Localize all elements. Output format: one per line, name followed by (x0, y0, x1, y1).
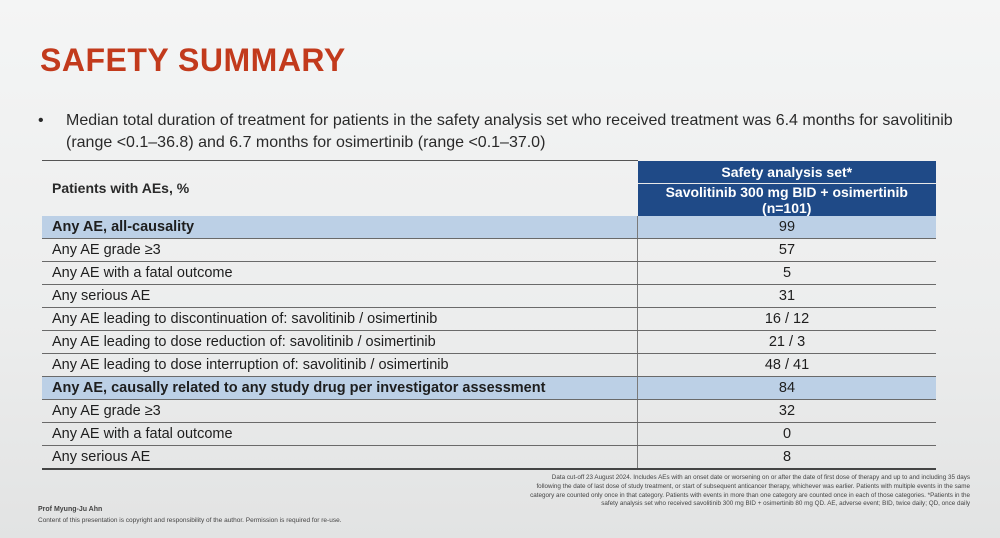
row-label: Any AE leading to dose interruption of: savolitinib / osimertinib (42, 353, 638, 376)
header-safety-analysis-set: Safety analysis set* (638, 161, 937, 184)
row-label: Any AE grade ≥3 (42, 399, 638, 422)
row-value: 8 (638, 445, 937, 469)
table-row (42, 284, 936, 307)
row-value: 32 (638, 399, 937, 422)
table-row (42, 238, 936, 261)
safety-table (42, 160, 936, 470)
bullet-point (38, 110, 963, 154)
row-label: Any AE grade ≥3 (42, 238, 638, 261)
copyright-notice: Content of this presentation is copyright and responsibility of the author. Permission is required for re-use. (38, 517, 342, 524)
row-value: 31 (638, 284, 937, 307)
bullet-dot: • (38, 112, 44, 129)
row-label: Any AE with a fatal outcome (42, 422, 638, 445)
row-value: 99 (638, 216, 937, 239)
row-label: Any AE leading to dose reduction of: savolitinib / osimertinib (42, 330, 638, 353)
table-row (42, 307, 936, 330)
table-row (42, 376, 936, 399)
footnote: Data cut-off 23 August 2024. Includes AEs with an onset date or worsening on or after the date of first dose of therapy and up to and including 35 days following the date of last dose of study treatment, or start of subsequent anticancer therapy, whichever was earlier. Patients with multiple events in the same category are counted only once in that category. Patients with events in more than one category are counted once in each of those categories. *Patients in the safety analysis set who received savolitinib 300 mg BID + osimertinib 80 mg QD. AE, adverse event; BID, twice daily; QD, once daily (530, 474, 970, 508)
row-value: 48 / 41 (638, 353, 937, 376)
author-name: Prof Myung-Ju Ahn (38, 506, 103, 513)
bullet-text: Median total duration of treatment for patients in the safety analysis set who received treatment was 6.4 months for savolitinib (range <0.1–36.8) and 6.7 months for osimertinib (range <0.1–37.0) (66, 112, 953, 151)
header-patients-with-aes: Patients with AEs, % (42, 161, 638, 216)
slide-title: SAFETY SUMMARY (40, 42, 346, 78)
table-row (42, 261, 936, 284)
row-value: 16 / 12 (638, 307, 937, 330)
row-label: Any AE leading to discontinuation of: savolitinib / osimertinib (42, 307, 638, 330)
row-value: 57 (638, 238, 937, 261)
table-row (42, 353, 936, 376)
table-row (42, 445, 936, 469)
row-value: 5 (638, 261, 937, 284)
row-label: Any serious AE (42, 284, 638, 307)
row-label: Any AE, all-causality (42, 216, 638, 239)
row-label: Any AE with a fatal outcome (42, 261, 638, 284)
row-label: Any serious AE (42, 445, 638, 469)
row-value: 84 (638, 376, 937, 399)
table-row (42, 330, 936, 353)
header-treatment-arm: Savolitinib 300 mg BID + osimertinib (n=101) (638, 183, 937, 216)
table-row (42, 422, 936, 445)
row-value: 0 (638, 422, 937, 445)
table-row (42, 216, 936, 239)
row-value: 21 / 3 (638, 330, 937, 353)
table-row (42, 399, 936, 422)
row-label: Any AE, causally related to any study drug per investigator assessment (42, 376, 638, 399)
